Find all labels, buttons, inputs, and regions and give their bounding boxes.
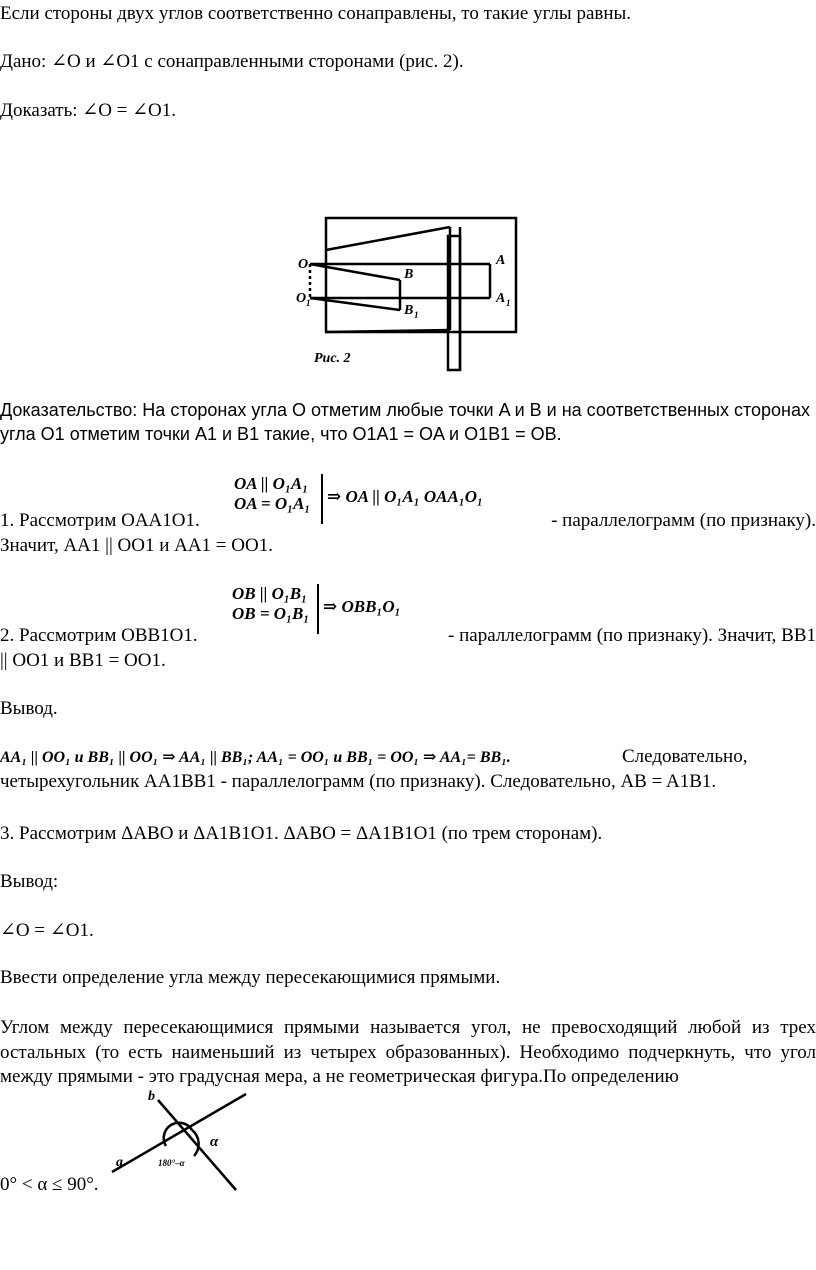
formula1-row1: OA || O₁A₁ bbox=[234, 474, 309, 493]
angle-range: 0° < α ≤ 90°. bbox=[0, 1174, 99, 1195]
label-alpha: α bbox=[210, 1134, 219, 1150]
formula2-row1: OB || O₁B₁ bbox=[232, 584, 308, 603]
prove-line: Доказать: ∠O = ∠O1. bbox=[0, 100, 177, 121]
formula2-result: ⇒ OBB₁O₁ bbox=[323, 597, 401, 616]
formula2-row2: OB = O₁B₁ bbox=[232, 604, 310, 623]
conclusion-heading-1: Вывод. bbox=[0, 698, 58, 719]
formula1-row2: OA = O₁A₁ bbox=[234, 494, 311, 513]
proof-intro: Доказательство: На сторонах угла O отметим любые точки A и B и на соответственных сторонах угла O1 отметим точки A1 и B1 такие, что O1A1 = OA и O1B1 = OB. bbox=[0, 400, 811, 444]
label-B1-sub: 1 bbox=[414, 310, 419, 320]
step1-conclusion: Значит, AA1 || OO1 и AA1 = OO1. bbox=[0, 535, 273, 556]
step1-tail: - параллелограмм (по признаку). bbox=[551, 510, 816, 531]
label-a: a bbox=[116, 1155, 123, 1170]
label-O1: O bbox=[296, 291, 307, 306]
label-A1-sub: 1 bbox=[506, 298, 511, 308]
label-B1: B bbox=[404, 303, 414, 318]
ray-O1-B1 bbox=[310, 298, 400, 310]
given-line: Дано: ∠O и ∠O1 с сонаправленными сторонами (рис. 2). bbox=[0, 51, 464, 72]
formula-step2-conditions bbox=[232, 584, 309, 624]
label-b: b bbox=[148, 1089, 155, 1104]
conclusion-1-text: четырехугольник AA1BB1 - параллелограмм (по признаку). Следовательно, AB = A1B1. bbox=[0, 771, 717, 792]
label-A1: A bbox=[496, 291, 506, 306]
formula3: AA₁ || OO₁ и BB₁ || OO₁ ⇒ AA₁ || BB₁; AA₁ = OO₁ и BB₁ = OO₁ ⇒ AA₁= BB₁. bbox=[0, 749, 511, 766]
conclusion-1-tail: Следовательно, bbox=[622, 746, 748, 767]
label-B: B bbox=[404, 267, 414, 282]
definition-task: Ввести определение угла между пересекающимися прямыми. bbox=[0, 967, 501, 988]
step2-text bbox=[0, 624, 816, 648]
step3-text: 3. Рассмотрим ΔABO и ΔA1B1O1. ΔABO = ΔA1B1O1 (по трем сторонам). bbox=[0, 823, 603, 844]
definition-text: Углом между пересекающимися прямыми называется угол, не превосходящий любой из трех остальных (то есть наименьший из четырех образованных). Необходимо подчеркнуть, что угол между прямыми - это градусная мера, а не геометрическая фигура.По определению bbox=[0, 1017, 816, 1087]
step2-lead: 2. Рассмотрим OBB1O1. bbox=[0, 625, 198, 646]
conclusion-heading-2: Вывод: bbox=[0, 871, 59, 892]
step1-text bbox=[0, 509, 816, 533]
label-O1-sub: 1 bbox=[306, 298, 311, 308]
formula-step1-conditions bbox=[234, 474, 310, 514]
figure-2-parallel-angles bbox=[290, 210, 530, 380]
step1-lead: 1. Рассмотрим OAA1O1. bbox=[0, 510, 200, 531]
ray-O-B bbox=[310, 264, 400, 280]
plane-back bbox=[326, 218, 516, 332]
step2-tail: - параллелограмм (по признаку). Значит, BB1 bbox=[448, 625, 816, 646]
label-supplementary: 180°–α bbox=[158, 1158, 185, 1168]
conclusion-1-line bbox=[0, 745, 816, 770]
theorem-statement: Если стороны двух углов соответственно сонаправлены, то такие углы равны. bbox=[0, 3, 632, 24]
label-O: O bbox=[298, 257, 309, 272]
figure-2-caption: Рис. 2 bbox=[314, 351, 351, 366]
final-result: ∠O = ∠O1. bbox=[0, 920, 94, 941]
step2-conclusion: || OO1 и BB1 = OO1. bbox=[0, 650, 166, 671]
label-A: A bbox=[496, 253, 506, 268]
formula1-result: ⇒ OA || O₁A₁ OAA₁O₁ bbox=[327, 487, 483, 506]
